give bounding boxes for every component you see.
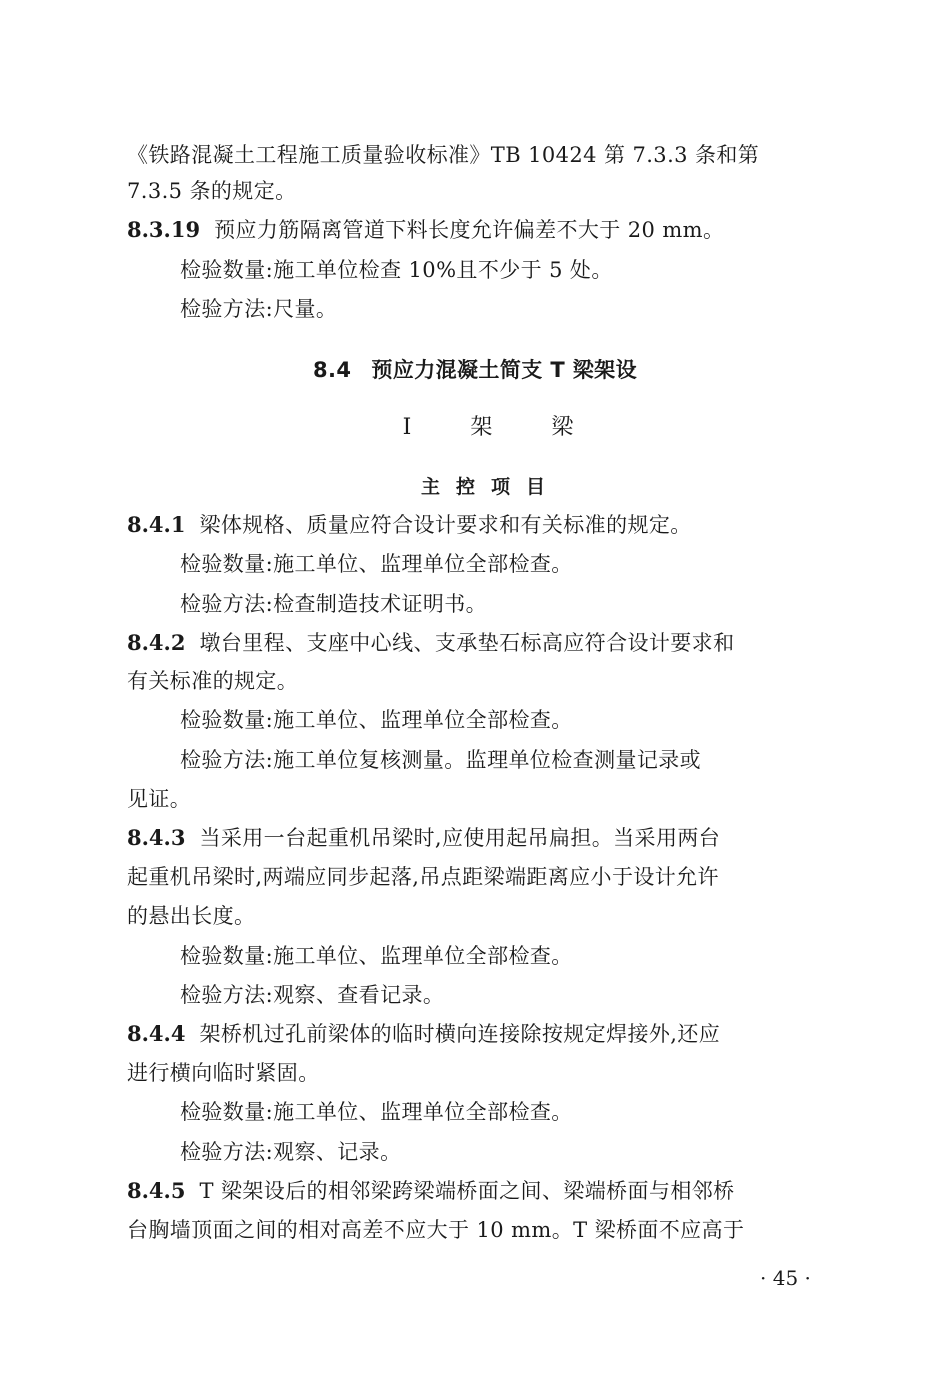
clause-number: 8.4.5 <box>127 1178 186 1203</box>
section-number: 8.4 <box>313 358 352 382</box>
clause-8-4-1 <box>127 510 692 540</box>
inspection-method: 检验方法:检查制造技术证明书。 <box>180 592 488 616</box>
clause-number: 8.4.4 <box>127 1021 186 1046</box>
text-line: 的悬出长度。 <box>127 904 256 928</box>
section-title: 预应力混凝土简支 T 梁架设 <box>371 358 637 382</box>
inspection-method: 检验方法:施工单位复核测量。监理单位检查测量记录或 <box>180 748 702 772</box>
subsection-heading: Ⅰ 架 梁 <box>402 415 600 440</box>
clause-number: 8.3.19 <box>127 217 201 242</box>
clause-text: T 梁架设后的相邻梁跨梁端桥面之间、梁端桥面与相邻桥 <box>199 1179 735 1203</box>
clause-number: 8.4.3 <box>127 825 186 850</box>
clause-text: 墩台里程、支座中心线、支承垫石标高应符合设计要求和 <box>199 631 735 655</box>
inspection-method: 检验方法:尺量。 <box>180 297 338 321</box>
clause-text: 当采用一台起重机吊梁时,应使用起吊扁担。当采用两台 <box>199 826 721 850</box>
clause-8-4-5 <box>127 1176 735 1206</box>
inspection-quantity: 检验数量:施工单位、监理单位全部检查。 <box>180 552 573 576</box>
text-line: 见证。 <box>127 787 192 811</box>
group-heading: 主控项目 <box>420 476 561 498</box>
text-line: 台胸墙顶面之间的相对高差不应大于 10 mm。T 梁桥面不应高于 <box>127 1218 745 1242</box>
inspection-quantity: 检验数量:施工单位、监理单位全部检查。 <box>180 708 573 732</box>
page-number: · 45 · <box>760 1266 811 1290</box>
inspection-method: 检验方法:观察、查看记录。 <box>180 983 445 1007</box>
inspection-quantity: 检验数量:施工单位检查 10%且不少于 5 处。 <box>180 258 613 282</box>
clause-8-3-19 <box>127 215 724 245</box>
inspection-quantity: 检验数量:施工单位、监理单位全部检查。 <box>180 1100 573 1124</box>
inspection-quantity: 检验数量:施工单位、监理单位全部检查。 <box>180 944 573 968</box>
clause-number: 8.4.2 <box>127 630 186 655</box>
clause-8-4-2 <box>127 628 734 658</box>
clause-text: 预应力筋隔离管道下料长度允许偏差不大于 20 mm。 <box>214 218 725 242</box>
text-line: 7.3.5 条的规定。 <box>127 179 297 203</box>
clause-text: 架桥机过孔前梁体的临时横向连接除按规定焊接外,还应 <box>199 1022 721 1046</box>
text-line: 有关标准的规定。 <box>127 669 299 693</box>
section-heading <box>0 355 950 385</box>
clause-number: 8.4.1 <box>127 512 186 537</box>
clause-text: 梁体规格、质量应符合设计要求和有关标准的规定。 <box>199 513 692 537</box>
text-line: 起重机吊梁时,两端应同步起落,吊点距梁端距离应小于设计允许 <box>127 865 719 889</box>
clause-8-4-3 <box>127 823 720 853</box>
clause-8-4-4 <box>127 1019 720 1049</box>
text-line: 《铁路混凝土工程施工质量验收标准》TB 10424 第 7.3.3 条和第 <box>127 143 760 167</box>
inspection-method: 检验方法:观察、记录。 <box>180 1140 402 1164</box>
text-line: 进行横向临时紧固。 <box>127 1061 320 1085</box>
